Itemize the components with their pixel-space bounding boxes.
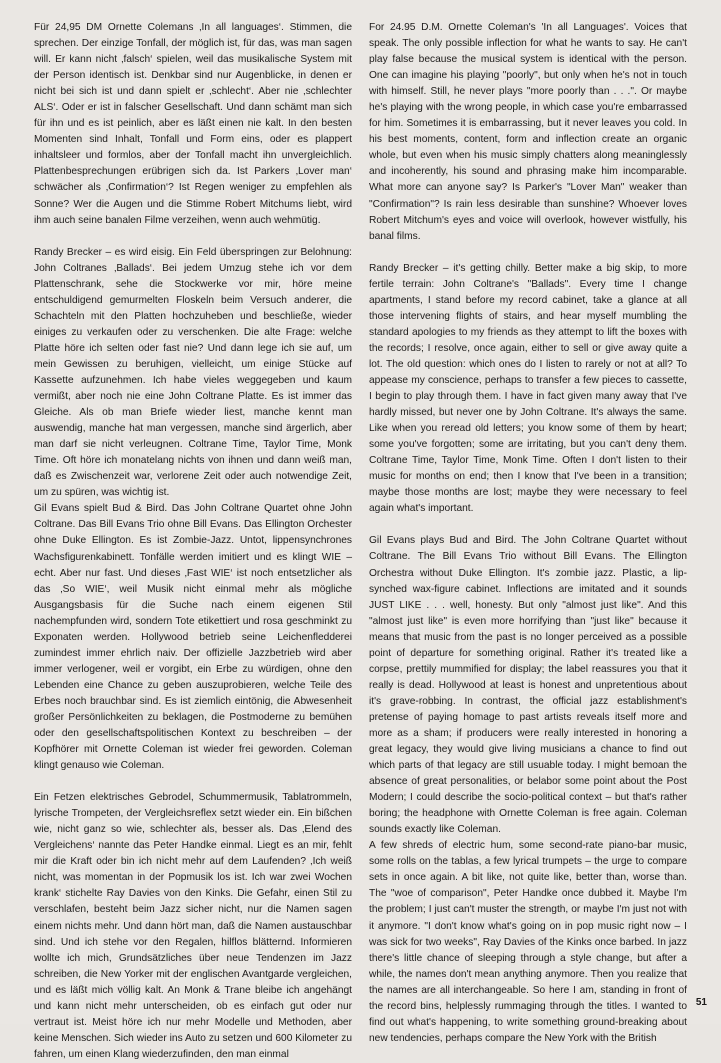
german-paragraph-coleman: Für 24,95 DM Ornette Colemans ‚In all languages‘. Stimmen, die sprechen. Der einzige Tonfall, der möglich ist, für das, was man sagen will. Er kann nicht ‚falsch‘ spielen, weil das musikalische System mit der Person identisch ist. Denkbar sind nur Augenblicke, in denen er nicht bei sich ist und dann spielt er ‚schlecht‘. Aber nie ‚schlechter ALS‘. Oder er ist in falscher Gesellschaft. Und dann schämt man sich für ihn und es ist peinlich, aber es läßt einen nie kalt. In den besten Momenten sind Inhalt, Tonfall und Form eins, oder es plappert inhaltsleer und formlos, aber der Tonfall macht ihn unvergleichlich. Plattenbesprechungen erübrigen sich da. Ist Parkers ‚Lover man‘ schwächer als ‚Confirmation‘? Ist Regen weniger zu empfehlen als Sonne? Wer die Augen und die Stimme Robert Mitchums liebt, wird ihm auch seine banalen Filme verzeihen, wenn auch wehmütig. [34, 22, 352, 226]
page-number: 51 [695, 997, 707, 1008]
english-paragraph-coleman: For 24.95 D.M. Ornette Coleman's 'In all Languages'. Voices that speak. The only possible inflection for what he wants to say. He can't play false because the musical system is identical with the person. One can imagine his playing "poorly", but only when he's not in touch with himself. Still, he never plays "more poorly than . . .". Or maybe he's playing with the wrong people, in which case you're embarrassed for him. Sometimes it is embarrassing, but it never leaves you cold. In his best moments, content, form and inflection create an organic whole, but even when his music simply chatters along meaninglessly and incoherently, his sound and phrasing make him incomparable. What more can anyone say? Is Parker's "Lover Man" weaker than "Confirmation"? Is rain less desirable than sunshine? Whoever loves Robert Mitchum's eyes and voice will overlook, however wistfully, his banal films. [369, 22, 687, 242]
english-paragraph-comparison: A few shreds of electric hum, some second-rate piano-bar music, some rolls on the tablas, a few lyrical trumpets – the urge to compare sets in once again. A bit like, not quite like, better than, worse than. The "woe of comparison", Peter Handke once dubbed it. Maybe I'm the problem; I just can't muster the strength, or maybe I'm just not with it anymore. "I don't know what's going on in pop music right now – I was sick for two weeks", Ray Davies of the Kinks once barbed. In jazz there's little chance of sleeping through a style change, but after a while, the names don't mean anything anymore. Then you realize that the names are all interchangeable. So here I am, standing in front of the record bins, helplessly rummaging through the titles. I wanted to find out what's happening, to write something ground-breaking about new tendencies, perhaps compare the New York with the British [369, 840, 687, 1044]
english-paragraph-coltrane-ballads: Randy Brecker – it's getting chilly. Better make a big skip, to more fertile terrain: John Coltrane's "Ballads". Every time I change apartments, I stand before my record cabinet, take a glance at all those intervening flights of stairs, and hear myself mumbling the standard apologies to my friends as they attempt to lift the boxes with the records; I resolve, once again, either to sell or give away quite a lot. The old question: which ones do I listen to rarely or not at all? To appease my conscience, perhaps to transfer a few pieces to cassette, I begin to play through them. I have in fact given many away that I've hardly missed, but never one by John Coltrane. It's always the same. Like when you reread old letters; you know some of them by heart; some you've forgotten; some are irritating, but you can't deny them. Coltrane Time, Taylor Time, Monk Time. Often I don't listen to their music for months on end; then I know that I've been in a transition; maybe those months are lost; maybe they were necessary to feel again what's important. [369, 262, 687, 515]
german-paragraph-zombie-jazz: Gil Evans spielt Bud & Bird. Das John Coltrane Quartet ohne John Coltrane. Das Bill Evans Trio ohne Bill Evans. Das Ellington Orchester ohne Duke Ellington. Es ist Zombie-Jazz. Untot, lippensynchrones Wachsfigurenkabinett. Tonfälle werden imitiert und es klingt WIE – echt. Aber nur fast. Und dieses ‚Fast WIE‘ ist noch entsetzlicher als das ‚So WIE‘, weil Musik nicht einmal mehr als mögliche Ausgangsbasis für die Suche nach einem eigenen Stil nachempfunden wird, sondern Tote etikettiert und rosa geschminkt zu Exponaten werden. Hollywood betrieb seine Leichenfledderei zumindest immer ehrlich naiv. Der offizielle Jazzbetrieb wird aber immer verlogener, weil er vorgibt, ein Erbe zu würdigen, ohne den Lebenden eine Chance zu geben auszuprobieren, welche Teile des Erbes noch brauchbar sind. Es ist ziemlich eintönig, die Abwesenheit großer Persönlichkeiten zu beklagen, die Postmoderne zu bemühen oder den gesellschaftspolitischen Kontext zu beschreiben – der Kopfhörer mit Ornette Coleman ist wieder frei geworden. Coleman klingt genauso wie Coleman. [34, 503, 352, 772]
english-text-column [369, 20, 687, 1047]
english-paragraph-zombie-jazz: Gil Evans plays Bud and Bird. The John Coltrane Quartet without Coltrane. The Bill Evans Trio without Bill Evans. The Ellington Orchestra without Duke Ellington. It's zombie jazz. Plastic, a lip-synched wax-figure cabinet. Inflections are imitated and it sounds JUST LIKE . . . well, honesty. But only "almost just like". And this "almost just like" is even more horrifying than "just like" because it means that music from the past is no longer perceived as a possible point of departure for something original. Rather it's treated like a corpse, prettily mummified for display; the label reassures you that it really is dead. Hollywood at least is honest and unpretentious about it's grave-robbing. In contrast, the official jazz establishment's pretense of paying homage to past artists reveals itself more and more as a sham; if producers were really interested in honoring a great legacy, they would give living musicians a chance to find out which parts of that legacy are still usuable today. I might bemoan the absence of great personalities, or belabor some point about the Post Modern; I could describe the socio-political context – but that's rather boring; the headphone with Ornette Coleman is free again. Coleman sounds exactly like Coleman. [369, 535, 687, 836]
german-text-column [34, 20, 352, 1063]
german-paragraph-coltrane-ballads: Randy Brecker – es wird eisig. Ein Feld überspringen zur Belohnung: John Coltranes ‚Ballads‘. Bei jedem Umzug stehe ich vor dem Plattenschrank, sehe die Stockwerke vor mir, höre meine entschuldigend gemurmelten Floskeln beim Versuch anderer, die Schachteln mit den Platten hochzuheben und beschließe, wieder einiges zu verkaufen oder zu verschenken. Die alte Frage: welche Platte höre ich selten oder fast nie? Und dann lege ich sie auf, um mein Gewissen zu beruhigen, vielleicht, um einige Stücke auf Kassette aufzunehmen. Ich habe vieles weggegeben und kaum vermißt, aber noch nie eine John Coltrane Platte. Es ist immer das Gleiche. Als ob man Briefe wieder liest, manche kennt man auswendig, manche hat man vergessen, manche sind ärgerlich, aber man darf sie nicht verleugnen. Coltrane Time, Taylor Time, Monk Time. Oft höre ich monatelang nichts von ihnen und dann weiß man, daß es Zwischenzeit war, verlorene Zeit oder auch notwendige Zeit, um zu spüren, was wichtig ist. [34, 246, 352, 499]
german-paragraph-comparison: Ein Fetzen elektrisches Gebrodel, Schummermusik, Tablatrommeln, lyrische Trompeten, der Vergleichsreflex setzt wieder ein. Ein bißchen wie, nicht ganz so wie, schlechter als, besser als. Das ‚Elend des Vergleichens‘ nannte das Peter Handke einmal. Liegt es an mir, fehlt mir die Kraft oder bin ich nicht mehr auf dem Laufenden? ‚Ich weiß nicht, was momentan in der Popmusik los ist. Ich war zwei Wochen krank‘ stichelte Ray Davies von den Kinks. Die Gefahr, einen Stil zu verschlafen, besteht beim Jazz sicher nicht, nur die Namen sagen einem nichts mehr. Und dann hört man, daß die Namen austauschbar sind. Und ich stehe vor den Regalen, hilflos blätternd. Informieren wollte ich mich, Grundsätzliches über neue Tendenzen im Jazz schreiben, die New Yorker mit der englischen Avantgarde vergleichen, und es läßt mich völlig kalt. An Monk & Trane bleibe ich angehängt und kann nicht mehr unterscheiden, ob es einfach gut oder nur vertraut ist. Meist höre ich nur mehr Modelle und Methoden, aber keine Menschen. Sich wieder ins Auto zu setzen und 600 Kilometer zu fahren, um einen Klang wiederzufinden, den man einmal [34, 792, 352, 1060]
